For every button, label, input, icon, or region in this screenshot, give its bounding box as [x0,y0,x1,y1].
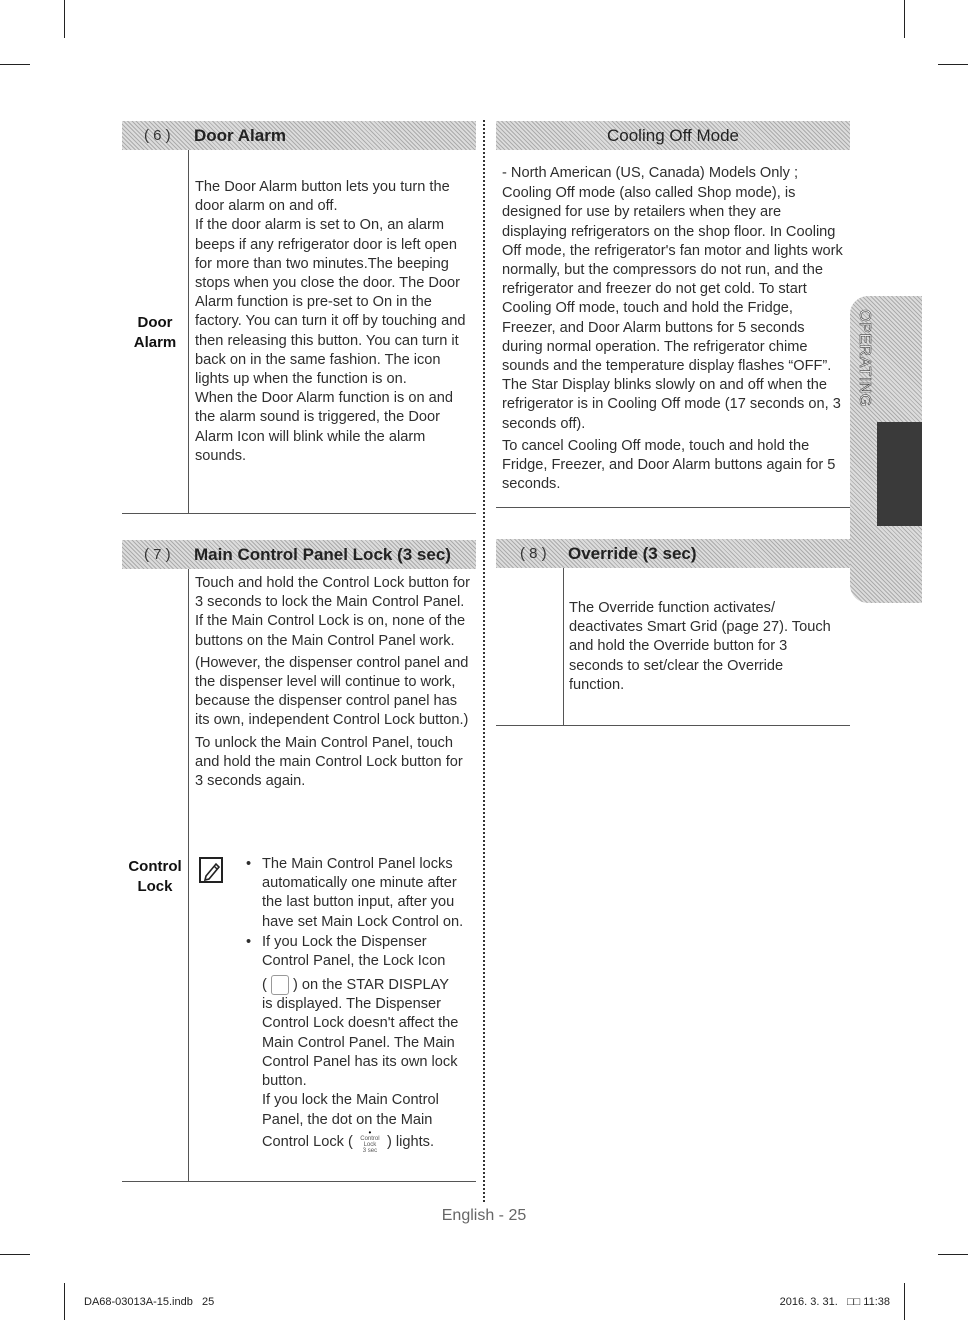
control-lock-description [195,574,473,791]
section-title: Main Control Panel Lock (3 sec) [194,544,451,564]
cooling-off-header [496,121,850,150]
crop-mark [64,1283,65,1320]
crop-mark [904,0,905,38]
note-item [244,855,472,932]
cooling-off-description [502,164,846,494]
table-bottom-rule [122,513,476,514]
page-number: English - 25 [441,1207,527,1224]
file-name: DA68-03013A-15.indb 25 [84,1296,215,1308]
paragraph: Touch and hold the Control Lock button for 3 seconds to lock the Main Control Panel. If the Main Control Lock is on, none of the buttons on the Main Control Panel work. [195,575,471,649]
region-note: - North American (US, Canada) Models Only ; [502,165,799,181]
note-text: If you lock the Main Control Panel, the dot on the Main [262,1092,439,1128]
label-line: Lock [137,878,173,895]
paragraph: If the door alarm is set to On, an alarm beeps if any refrigerator door is left open for more than two minutes.The beeping stops when you close the door. The Door Alarm function is pre-set to On in the factory. You can turn it off by touching and then releasing this button. You can turn it back on in the same fashion. The icon lights up when the function is on. [195,217,466,388]
control-lock-icon: • Control Lock 3 sec [357,1130,383,1154]
label-line: Control [128,858,182,875]
column-divider [483,120,485,1202]
note-text: If you Lock the Dispenser Control Panel, the Lock Icon [262,933,446,970]
note-icon [198,856,226,884]
paragraph: To cancel Cooling Off mode, touch and hold the Fridge, Freezer, and Door Alarm buttons again for 5 seconds. [502,437,836,493]
table-divider [188,569,189,1181]
table-bottom-rule [496,507,850,508]
side-tab-label-wrap [850,302,878,414]
door-alarm-label [122,313,188,353]
paragraph: The Override function activates/ deactivates Smart Grid (page 27). Touch and hold the Override button for 3 seconds to set/clear the Override function. [569,600,831,693]
note-text: is displayed. The Dispenser Control Lock doesn't affect the Main Control Panel. The Main Control Panel has its own lock button. [262,996,459,1090]
paragraph: Cooling Off mode (also called Shop mode), is designed for use by retailers when they are displaying refrigerators on the shop floor. In Cooling Off mode, the refrigerator's fan motor and lights work normally, but the compressors do not run, and the refrigerator and freezer do not get cold. To start Cooling Off mode, touch and hold the Fridge, Freezer, and Door Alarm buttons for 5 seconds during normal operation. The refrigerator chime sounds and the temperature display flashes “OFF”. The Star Display blinks slowly on and off when the refrigerator is in Cooling Off mode (17 seconds on, 3 seconds off). [502,185,843,432]
crop-mark [938,64,968,65]
icon-text: Control [360,1135,380,1142]
section-title: Cooling Off Mode [607,125,739,145]
note-text: ( [262,977,271,994]
section-title: Door Alarm [194,125,286,145]
section-number: ( 6 ) [144,127,171,144]
side-tab-label: OPERATING [856,309,874,407]
paragraph: When the Door Alarm function is on and the alarm sound is triggered, the Door Alarm Icon will blink while the alarm sounds. [195,390,453,464]
print-date: 2016. 3. 31. □□ 11:38 [779,1296,890,1308]
table-divider [188,150,189,513]
control-lock-notes [244,855,472,1154]
section-title: Override (3 sec) [568,543,697,563]
table-bottom-rule [122,1181,476,1182]
icon-text: Lock [363,1141,377,1148]
label-line: Door [137,314,173,331]
lock-icon [271,975,289,995]
crop-mark [938,1254,968,1255]
paragraph: To unlock the Main Control Panel, touch and hold the main Control Lock button for 3 seconds again. [195,734,463,790]
side-tab-marker [877,422,922,526]
label-line: Alarm [133,334,177,351]
note-text: Control Lock ( [262,1133,353,1150]
paragraph: The Door Alarm button lets you turn the door alarm on and off. [195,179,450,215]
crop-mark [0,1254,30,1255]
crop-mark [64,0,65,38]
section-number: ( 8 ) [520,545,547,562]
door-alarm-description [195,178,473,466]
section-number: ( 7 ) [144,546,171,563]
crop-mark [904,1283,905,1320]
table-bottom-rule [496,725,850,726]
note-text: ) on the STAR DISPLAY [288,977,449,994]
control-lock-label [122,857,188,897]
override-description [569,599,841,695]
override-header [496,539,850,568]
note-item [244,933,472,1154]
icon-text: 3 sec [362,1147,378,1154]
note-text: ) lights. [386,1133,435,1150]
crop-mark [0,64,30,65]
door-alarm-header [122,121,476,150]
table-divider [563,568,564,725]
paragraph: (However, the dispenser control panel and the dispenser level will continue to work, because the dispenser control panel has its own, independent Control Lock button.) [195,654,469,729]
control-lock-header [122,540,476,569]
note-text: The Main Control Panel locks automatically one minute after the last button input, after you have set Main Lock Control on. [262,856,464,930]
